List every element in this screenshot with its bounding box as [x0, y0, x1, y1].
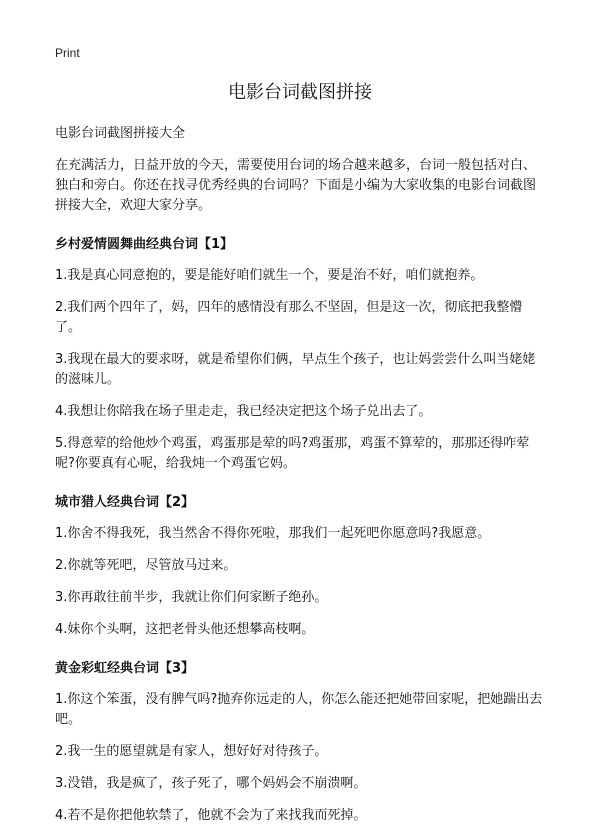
article-subtitle: 电影台词截图拼接大全: [55, 126, 186, 141]
section-title: 乡村爱情圆舞曲经典台词【1】: [55, 237, 234, 252]
quote-item: 2.我们两个四年了，妈，四年的感情没有那么不坚固，但是这一次，彻底把我整懵了。: [55, 300, 523, 335]
quote-item: 3.你再敢往前半步，我就让你们何家断子绝孙。: [55, 590, 328, 605]
intro-paragraph: 在充满活力，日益开放的今天，需要使用台词的场合越来越多，台词一般包括对白、独白和旁白。你还在找寻优秀经典的台词吗？下面是小编为大家收集的电影台词截图拼接大全，欢迎大家分享。: [55, 158, 537, 213]
quote-item: 1.你舍不得我死，我当然舍不得你死啦，那我们一起死吧你愿意吗?我愿意。: [55, 526, 491, 541]
section-title: 黄金彩虹经典台词【3】: [55, 661, 195, 676]
quote-item: 4.我想让你陪我在场子里走走，我已经决定把这个场子兑出去了。: [55, 404, 432, 419]
quote-item: 4.若不是你把他软禁了，他就不会为了来找我而死掉。: [55, 808, 367, 823]
quote-item: 2.你就等死吧，尽管放马过来。: [55, 558, 237, 573]
article-body: [55, 122, 547, 826]
quote-item: 3.我现在最大的要求呀，就是希望你们俩，早点生个孩子，也让妈尝尝什么叫当姥姥的滋味儿。: [55, 352, 536, 387]
quote-item: 1.我是真心同意抱的，要是能好咱们就生一个，要是治不好，咱们就抱养。: [55, 268, 484, 283]
quote-item: 2.我一生的愿望就是有家人，想好好对待孩子。: [55, 744, 328, 759]
quote-item: 5.得意荤的给他炒个鸡蛋，鸡蛋那是荤的吗?鸡蛋那，鸡蛋不算荤的，那那还得咋荤呢?你要真有心呢，给我炖一个鸡蛋它妈。: [55, 436, 530, 471]
quote-item: 3.没错，我是疯了，孩子死了，哪个妈妈会不崩溃啊。: [55, 776, 367, 791]
quote-item: 4.妹你个头啊，这把老骨头他还想攀高枝啊。: [55, 622, 315, 637]
section-title: 城市猎人经典台词【2】: [55, 495, 195, 510]
quote-item: 1.你这个笨蛋，没有脾气吗?抛弃你远走的人，你怎么能还把她带回家呢，把她踹出去吧。: [55, 692, 543, 727]
page-title: 电影台词截图拼接: [228, 82, 372, 103]
print-link[interactable]: Print: [55, 46, 80, 60]
